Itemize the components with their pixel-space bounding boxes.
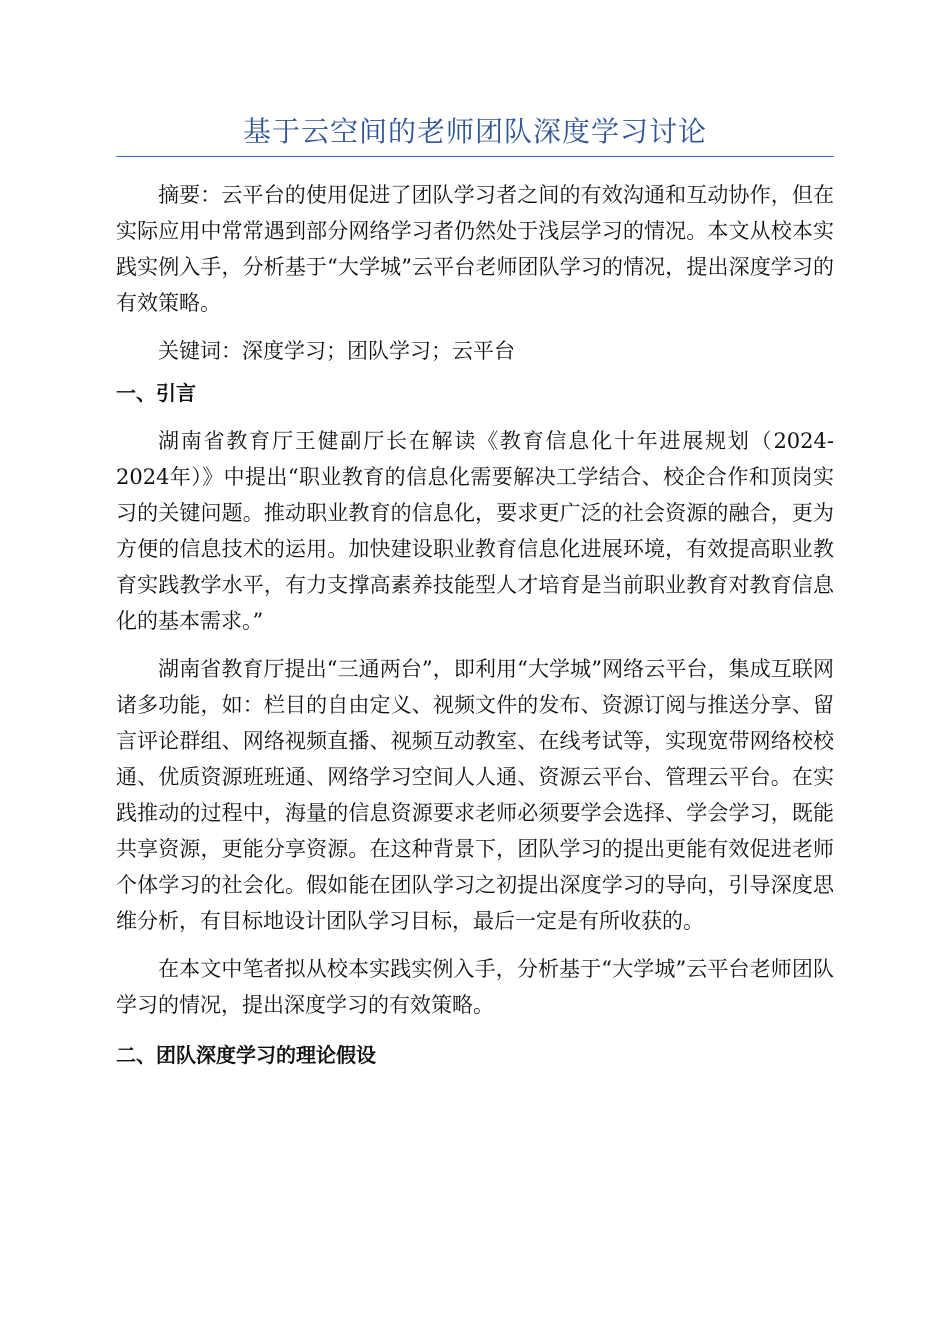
document-title: 基于云空间的老师团队深度学习讨论 — [116, 110, 834, 157]
abstract-paragraph: 摘要：云平台的使用促进了团队学习者之间的有效沟通和互动协作，但在实际应用中常常遇到部分网络学习者仍然处于浅层学习的情况。本文从校本实践实例入手，分析基于“大学城”云平台老师团队学习的情况，提出深度学习的有效策略。 — [116, 183, 834, 315]
document-page — [116, 110, 834, 1073]
introduction-paragraph-1: 湖南省教育厅王健副厅长在解读《教育信息化十年进展规划（2024-2024年）》中提出“职业教育的信息化需要解决工学结合、校企合作和顶岗实习的关键问题。推动职业教育的信息化，要求更广泛的社会资源的融合，更为方便的信息技术的运用。加快建设职业教育信息化进展环境，有效提高职业教育实践教学水平，有力支撑高素养技能型人才培育是当前职业教育对教育信息化的基本需求。” — [116, 429, 834, 633]
section-heading-introduction: 一、引言 — [116, 381, 196, 405]
introduction-paragraph-3: 在本文中笔者拟从校本实践实例入手，分析基于“大学城”云平台老师团队学习的情况，提出深度学习的有效策略。 — [116, 957, 834, 1017]
introduction-paragraph-2: 湖南省教育厅提出“三通两台”，即利用“大学城”网络云平台，集成互联网诸多功能，如：栏目的自由定义、视频文件的发布、资源订阅与推送分享、留言评论群组、网络视频直播、视频互动教室、在线考试等，实现宽带网络校校通、优质资源班班通、网络学习空间人人通、资源云平台、管理云平台。在实践推动的过程中，海量的信息资源要求老师必须要学会选择、学会学习，既能共享资源，更能分享资源。在这种背景下，团队学习的提出更能有效促进老师个体学习的社会化。假如能在团队学习之初提出深度学习的导向，引导深度思维分析，有目标地设计团队学习目标，最后一定是有所收获的。 — [116, 657, 834, 933]
section-heading-theory: 二、团队深度学习的理论假设 — [116, 1043, 376, 1067]
keywords-paragraph: 关键词：深度学习；团队学习；云平台 — [158, 339, 515, 363]
